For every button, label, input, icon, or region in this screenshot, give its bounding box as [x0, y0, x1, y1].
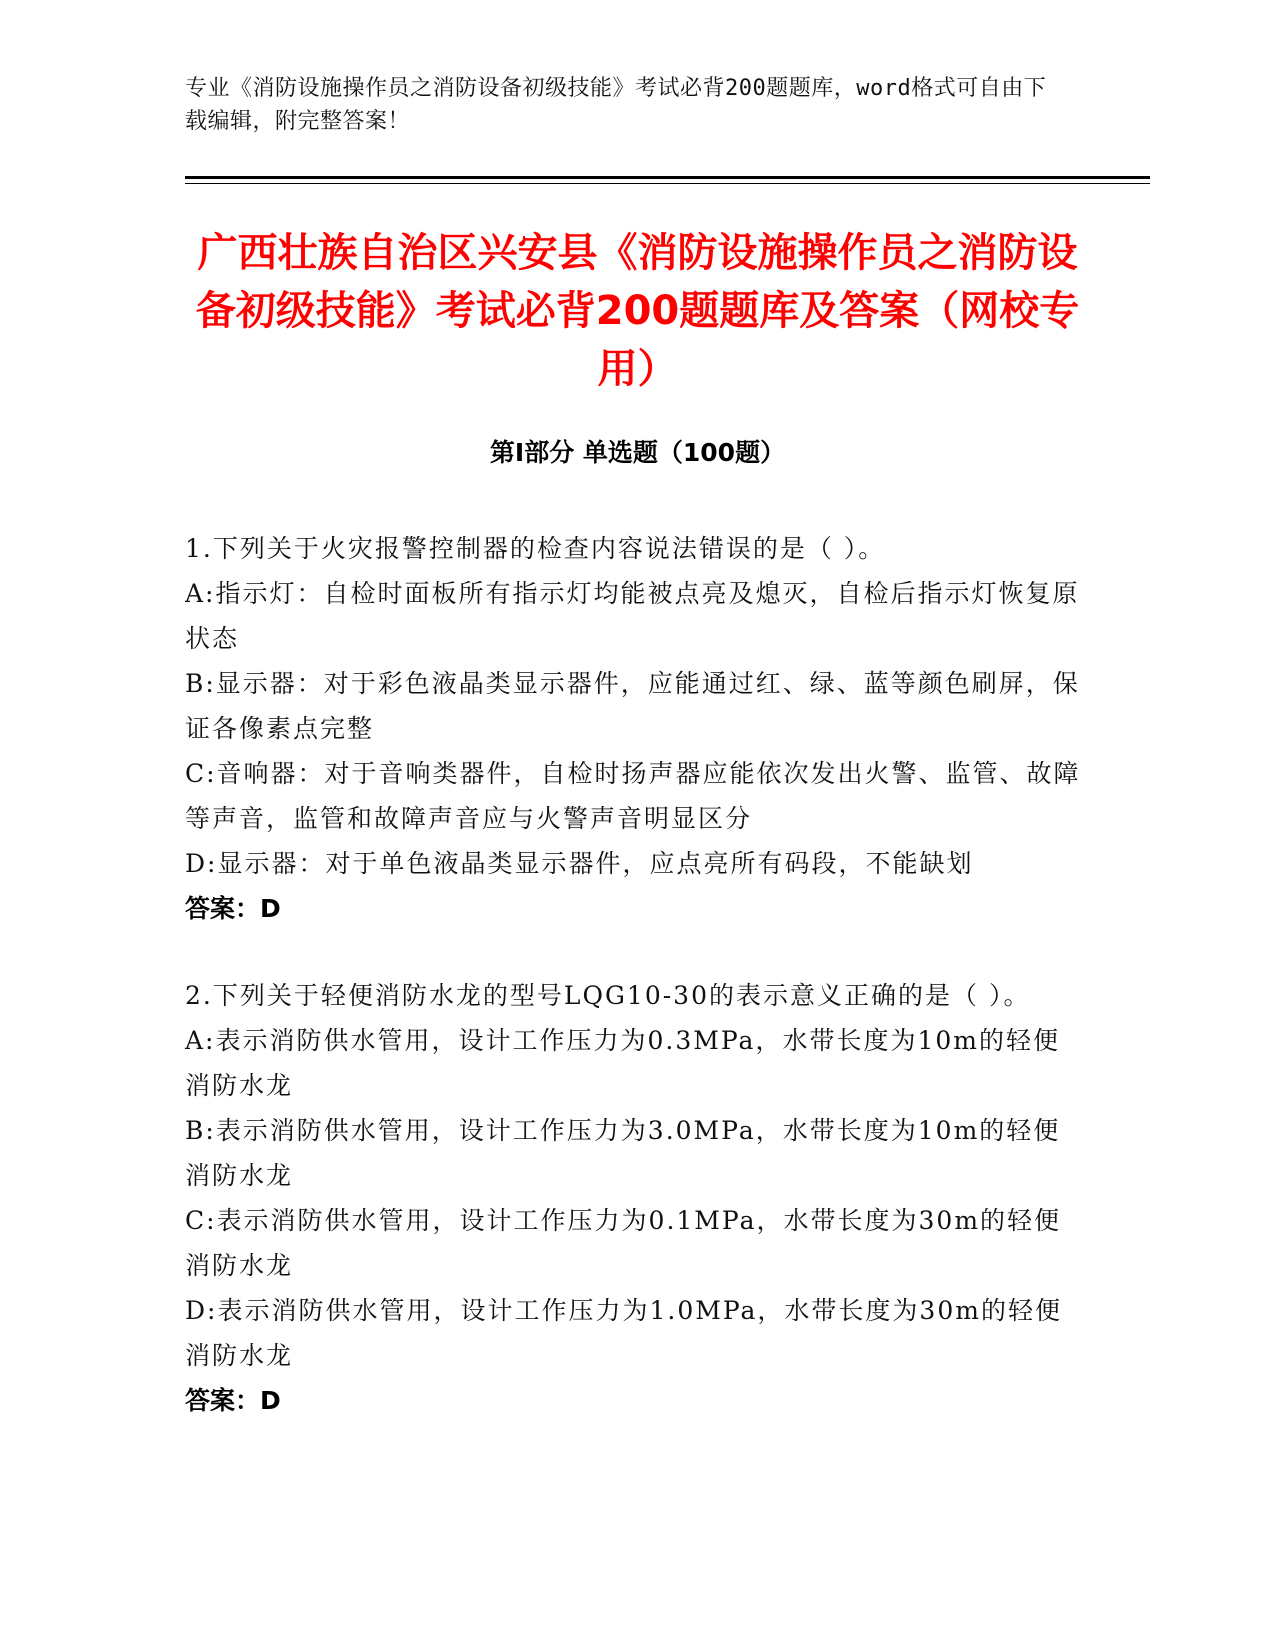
answer: 答案：D [185, 894, 281, 923]
question-stem: 2.下列关于轻便消防水龙的型号LQG10-30的表示意义正确的是（ ）。 [185, 981, 1031, 1010]
document-title: 广西壮族自治区兴安县《消防设施操作员之消防设备初级技能》考试必背200题题库及答案（网校专用） [195, 230, 1080, 392]
question-list [185, 526, 1085, 1465]
header-divider-thick [185, 176, 1150, 179]
section-title: 第I部分 单选题（100题） [489, 438, 786, 467]
option-b: B:表示消防供水管用，设计工作压力为3.0MPa，水带长度为10m的轻便消防水龙 [185, 1116, 1061, 1190]
option-c: C:音响器：对于音响类器件，自检时扬声器应能依次发出火警、监管、故障等声音，监管和故障声音应与火警声音明显区分 [185, 759, 1081, 833]
question-1 [185, 526, 1085, 931]
option-d: D:显示器：对于单色液晶类显示器件，应点亮所有码段，不能缺划 [185, 849, 974, 878]
option-a: A:表示消防供水管用，设计工作压力为0.3MPa，水带长度为10m的轻便消防水龙 [185, 1026, 1060, 1100]
option-c: C:表示消防供水管用，设计工作压力为0.1MPa，水带长度为30m的轻便消防水龙 [185, 1206, 1062, 1280]
option-a: A:指示灯：自检时面板所有指示灯均能被点亮及熄灭，自检后指示灯恢复原状态 [185, 579, 1080, 653]
option-b: B:显示器：对于彩色液晶类显示器件，应能通过红、绿、蓝等颜色刷屏，保证各像素点完整 [185, 669, 1080, 743]
header-note: 专业《消防设施操作员之消防设备初级技能》考试必背200题题库，word格式可自由下载编辑，附完整答案！ [185, 76, 1047, 134]
option-d: D:表示消防供水管用，设计工作压力为1.0MPa，水带长度为30m的轻便消防水龙 [185, 1296, 1062, 1370]
question-2 [185, 973, 1085, 1423]
answer: 答案：D [185, 1386, 281, 1415]
header-divider-thin [185, 183, 1150, 184]
question-stem: 1.下列关于火灾报警控制器的检查内容说法错误的是（ ）。 [185, 534, 886, 563]
